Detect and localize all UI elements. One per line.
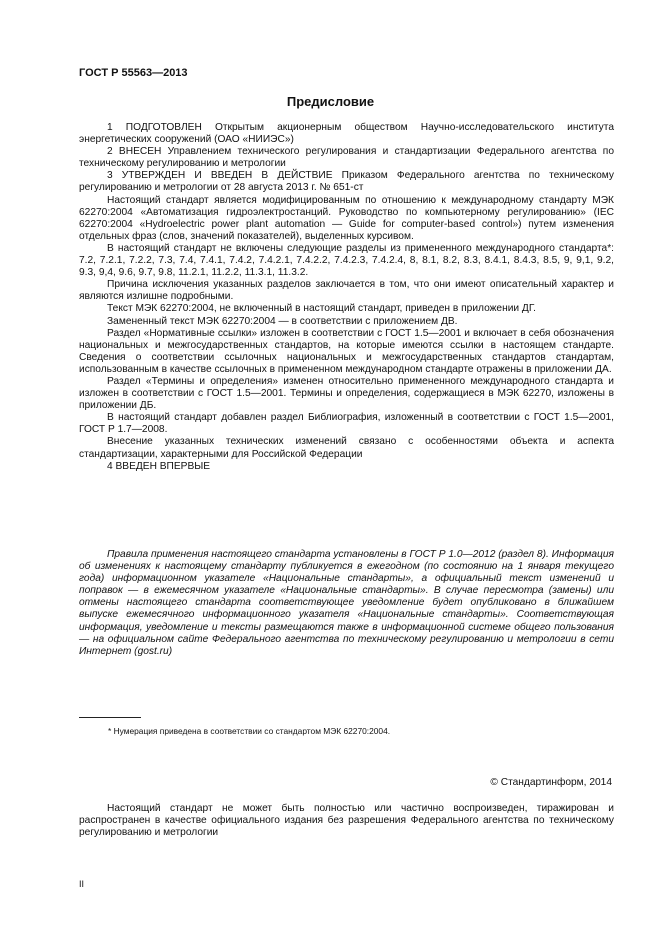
copyright-notice: © Стандартинформ, 2014: [490, 777, 612, 788]
page-number: II: [79, 879, 85, 889]
footnote-divider: [79, 717, 141, 718]
foreword-paragraph: 1 ПОДГОТОВЛЕН Открытым акционерным обществом Научно-исследовательского института энергетических сооружений (ОАО «НИИЭС»): [79, 122, 614, 146]
section-title: Предисловие: [286, 94, 375, 109]
footnote: * Нумерация приведена в соответствии со стандартом МЭК 62270:2004.: [108, 726, 391, 736]
foreword-paragraph: В настоящий стандарт добавлен раздел Библиография, изложенный в соответствии с ГОСТ 1.5—2001, ГОСТ Р 1.7—2008.: [79, 412, 614, 436]
application-rules-notice: Правила применения настоящего стандарта установлены в ГОСТ Р 1.0—2012 (раздел 8). Информация об изменениях к настоящему стандарту публикуется в ежегодном (по состоянию на 1 января текущего года) информационном указателе «Национальные стандарты», а официальный текст изменений и поправок — в ежемесячном указателе «Национальные стандарты». В случае пересмотра (замены) или отмены настоящего стандарта соответствующее уведомление будет опубликовано в ближайшем выпуске ежемесячного информационного указателя «Национальные стандарты». Соответствующая информация, уведомление и тексты размещаются также в информационной системе общего пользования — на официальном сайте Федерального агентства по техническому регулированию и метрологии в сети Интернет (gost.ru): [79, 549, 614, 657]
foreword-paragraph: 4 ВВЕДЕН ВПЕРВЫЕ: [107, 460, 211, 472]
foreword-paragraph: Текст МЭК 62270:2004, не включенный в настоящий стандарт, приведен в приложении ДГ.: [107, 303, 536, 315]
foreword-paragraph: Раздел «Нормативные ссылки» изложен в соответствии с ГОСТ 1.5—2001 и включает в себя обозначения национальных и межгосударственных стандартов, на которые имеются ссылки в настоящем стандарте. Сведения о соответствии ссылочных национальных и межгосударственных стандартов стандартам, использованным в качестве ссылочных в примененном международном стандарте отражены в приложении ДА.: [79, 327, 614, 375]
foreword-paragraph: В настоящий стандарт не включены следующие разделы из примененного международного стандарта*: 7.2, 7.2.1, 7.2.2, 7.3, 7.4, 7.4.1, 7.4.2, 7.4.2.1, 7.4.2.2, 7.4.2.3, 7.4.2.4, 8, 8.1, 8.2, 8.3, 8.4.1, 8.4.3, 8.5, 9, 9,1, 9.2, 9.3, 9,4, 9.6, 9.7, 9.8, 11.2.1, 11.2.2, 11.3.1, 11.3.2.: [79, 242, 614, 279]
foreword-paragraph: Внесение указанных технических изменений связано с особенностями объекта и аспекта стандартизации, характерными для Российской Федерации: [79, 436, 614, 460]
foreword-paragraph: 3 УТВЕРЖДЕН И ВВЕДЕН В ДЕЙСТВИЕ Приказом Федерального агентства по техническому регулированию и метрологии от 28 августа 2013 г. № 651-ст: [79, 170, 614, 194]
foreword-paragraph: Раздел «Термины и определения» изменен относительно примененного международного стандарта и изложен в соответствии с ГОСТ 1.5—2001. Термины и определения, содержащиеся в МЭК 62270, изложены в приложении ДБ.: [79, 375, 614, 412]
reprint-restriction-notice: Настоящий стандарт не может быть полностью или частично воспроизведен, тиражирован и распространен в качестве официального издания без разрешения Федерального агентства по техническому регулированию и метрологии: [79, 803, 614, 839]
foreword-paragraph: 2 ВНЕСЕН Управлением технического регулирования и стандартизации Федерального агентства по техническому регулированию и метрологии: [79, 146, 614, 170]
foreword-paragraph: Настоящий стандарт является модифицированным по отношению к международному стандарту МЭК 62270:2004 «Автоматизация гидроэлектростанций. Руководство по компьютерному регулированию» (IEC 62270:2004 «Hydroelectric power plant automation — Guide for computer-based control») путем изменения отдельных фраз (слов, значений показателей), выделенных курсивом.: [79, 194, 614, 242]
foreword-paragraph: Замененный текст МЭК 62270:2004 — в соответствии с приложением ДВ.: [107, 315, 458, 327]
foreword-body: [79, 122, 614, 473]
foreword-paragraph: Причина исключения указанных разделов заключается в том, что они имеют описательный характер и являются излишне подробными.: [79, 279, 614, 303]
document-designation: ГОСТ Р 55563—2013: [79, 67, 188, 79]
